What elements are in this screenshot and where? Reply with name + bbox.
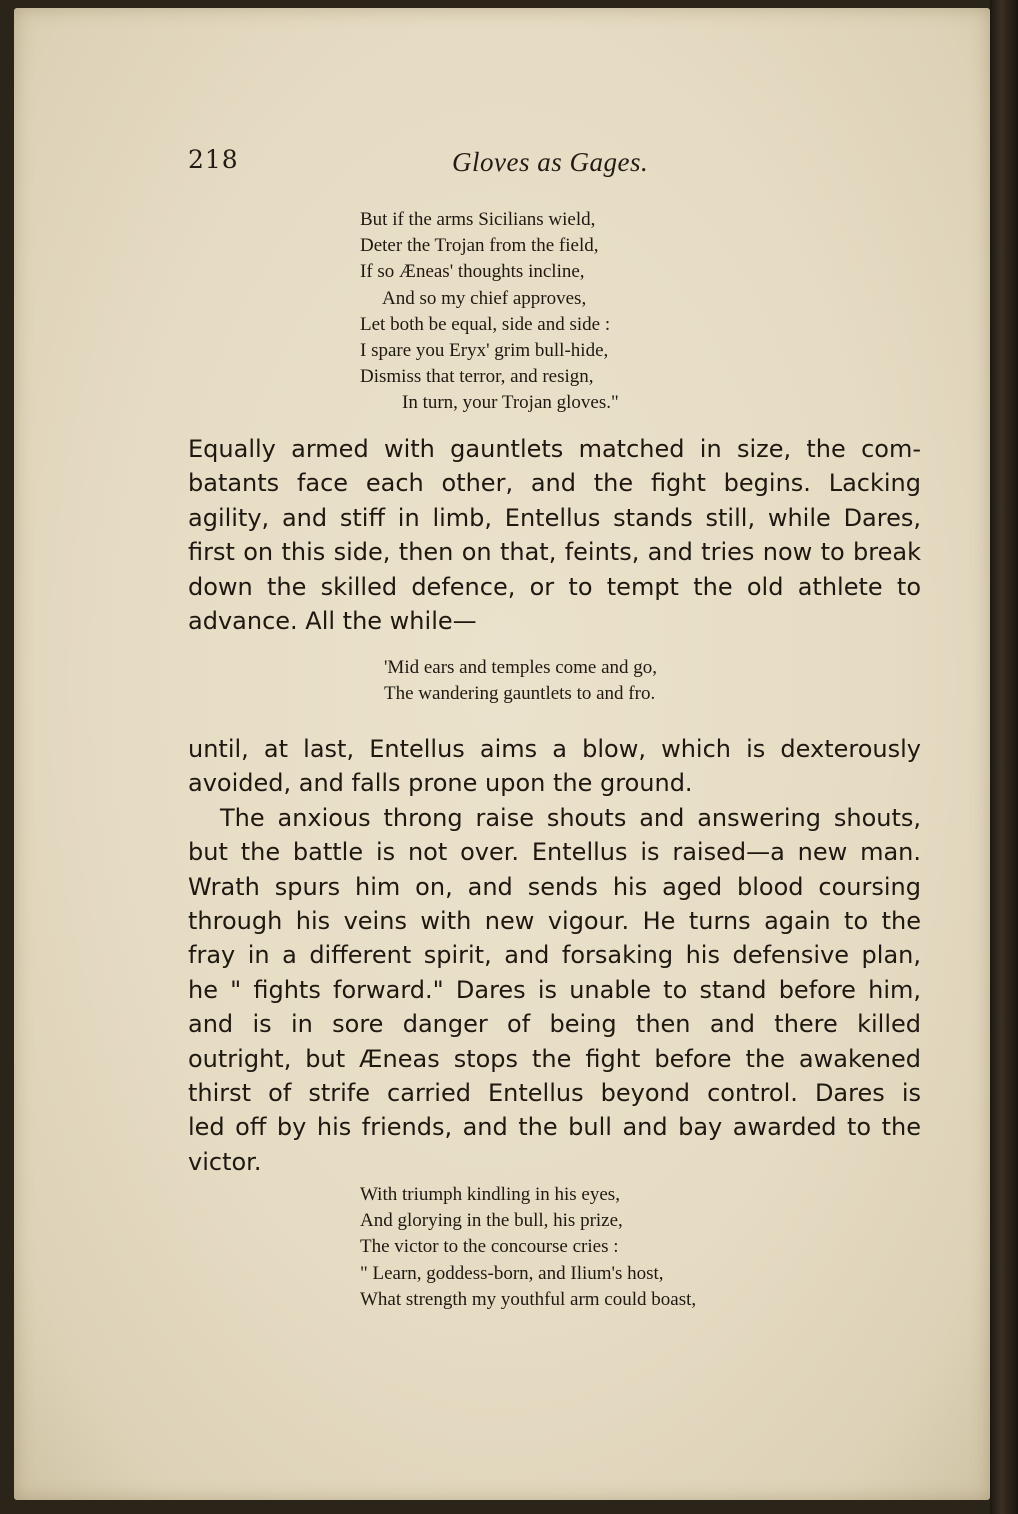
prose-paragraph-2 (188, 732, 921, 1179)
prose-line: fray in a different spirit, and forsaking his defensive plan, (188, 941, 921, 970)
prose-line: led off by his friends, and the bull and bay awarded to the (188, 1113, 921, 1142)
prose-line: Wrath spurs him on, and sends his aged blood coursing (188, 872, 921, 901)
prose-line: until, at last, Entellus aims a blow, which is dexterously (188, 735, 921, 763)
verse-block-3 (360, 1182, 696, 1313)
prose-line: advance. All the while— (188, 607, 477, 636)
prose-line: The anxious throng raise shouts and answering shouts, (220, 803, 921, 832)
prose-line: avoided, and falls prone upon the ground. (188, 769, 693, 798)
verse-line: And glorying in the bull, his prize, (360, 1210, 623, 1232)
prose-line: first on this side, then on that, feints, and tries now to break (188, 538, 921, 567)
verse-line: " Learn, goddess-born, and Ilium's host, (360, 1262, 664, 1284)
running-title: Gloves as Gages. (452, 147, 649, 177)
prose-line: batants face each other, and the fight begins. Lacking (188, 469, 921, 498)
verse-line: With triumph kindling in his eyes, (360, 1184, 620, 1205)
prose-line: thirst of strife carried Entellus beyond control. Dares is (188, 1079, 921, 1108)
prose-line: Equally armed with gauntlets matched in size, the com- (188, 435, 921, 463)
verse-line: The wandering gauntlets to and fro. (384, 683, 656, 705)
verse-line: What strength my youthful arm could boast, (360, 1288, 697, 1310)
verse-line: Deter the Trojan from the field, (360, 235, 599, 257)
verse-line: Dismiss that terror, and resign, (360, 366, 594, 388)
prose-line: he " fights forward." Dares is unable to stand before him, (188, 975, 921, 1004)
verse-line: And so my chief approves, (382, 287, 587, 309)
prose-line: victor. (188, 1147, 262, 1176)
prose-line: agility, and stiff in limb, Entellus stands still, while Dares, (188, 503, 921, 532)
verse-line: Let both be equal, side and side : (360, 313, 611, 335)
verse-line: But if the arms Sicilians wield, (360, 209, 596, 230)
page-header (188, 145, 668, 185)
verse-line: In turn, your Trojan gloves." (402, 392, 619, 414)
verse-line: 'Mid ears and temples come and go, (384, 657, 658, 678)
prose-line: but the battle is not over. Entellus is raised—a new man. (188, 838, 921, 867)
prose-paragraph-1 (188, 432, 921, 638)
verse-block-2 (384, 655, 657, 707)
book-edge (990, 0, 1018, 1514)
prose-line: outright, but Æneas stops the fight before the awakened (188, 1044, 921, 1073)
prose-line: down the skilled defence, or to tempt the old athlete to (188, 572, 921, 601)
verse-line: I spare you Eryx' grim bull-hide, (360, 340, 609, 362)
verse-block-1 (360, 207, 619, 417)
page-number: 218 (188, 145, 239, 174)
prose-line: through his veins with new vigour. He turns again to the (188, 907, 921, 936)
verse-line: If so Æneas' thoughts incline, (360, 261, 585, 283)
prose-line: and is in sore danger of being then and there killed (188, 1010, 921, 1039)
verse-line: The victor to the concourse cries : (360, 1236, 619, 1258)
